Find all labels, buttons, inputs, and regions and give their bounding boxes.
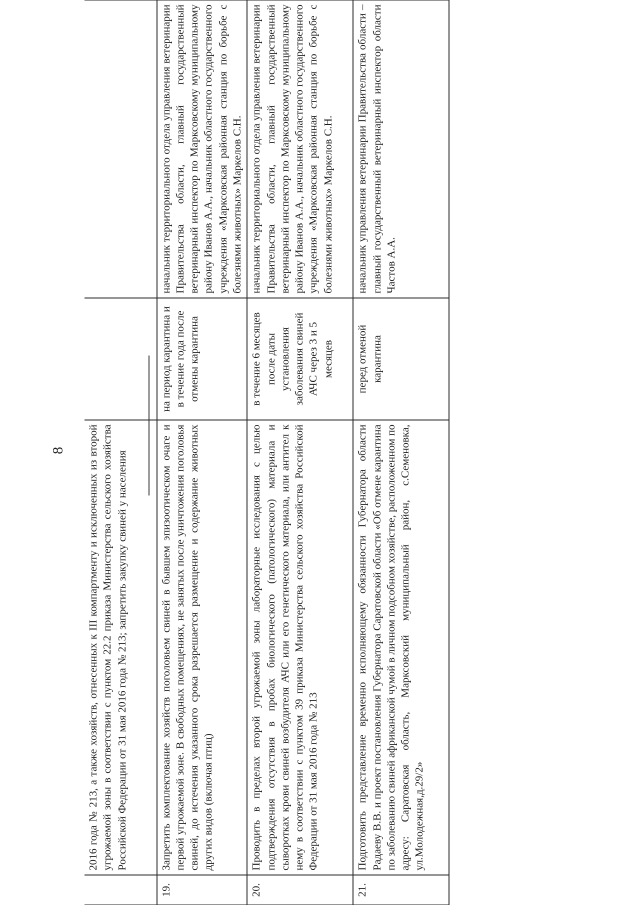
responsible-cell: начальник территориального отдела управления ветеринарии Правительства области, главный государственный ветеринарный инспектор по Марксовскому муниципальному району Иванов А.А., начальник областного государственного учреждения «Марксовская районная станция по борьбе с болезнями животных» Маркелов С.Н. [156,0,247,298]
measures-table [84,0,449,905]
row-number-cell [84,875,156,905]
action-cell: 2016 года № 213, а также хозяйств, отнесенных к III компартменту и исключенных из второй угрожаемой зоны в соответствии с пунктом 22.2 приказа Министерства сельского хозяйства Российской Федерации от 31 мая 2016 года № 213; запретить закупку свиней у населения [84,420,156,875]
page-number: 8 [50,446,66,454]
responsible-cell: начальник управления ветеринарии Правительства области – главный государственный ветеринарный инспектор области Частов А.А. [353,0,449,298]
table-row [247,0,353,905]
action-cell: Подготовить представление временно исполняющему обязанности Губернатора области Радаеву В.В. и проект постановления Губернатора Саратовской области «Об отмене карантина по заболеванию свиней африканской чумой в личном подсобном хозяйстве, расположенном по адресу: Саратовская область, Марксовский муниципальный район, с.Семеновка, ул.Молодежная,д.29/2» [353,420,449,875]
responsible-cell: начальник территориального отдела управления ветеринарии Правительства области, главный государственный ветеринарный инспектор по Марксовскому муниципальному району Иванов А.А., начальник областного государственного учреждения «Марксовская районная станция по борьбе с болезнями животных» Маркелов С.Н. [247,0,353,298]
row-number-cell: 19. [156,875,247,905]
responsible-cell [84,0,156,298]
term-cell [84,298,156,420]
table-row [84,0,156,905]
table-row [353,0,449,905]
action-cell: Проводить в пределах второй угрожаемой зоны лабораторные исследования с целью подтверждения отсутствия в пробах биологического (патологического) материала и сыворотках крови свиней возбудителя АЧС или его генетического материала, или антител к нему в соответствии с пунктом 39 приказа Министерства сельского хозяйства Российской Федерации от 31 мая 2016 года № 213 [247,420,353,875]
row-number-cell: 21. [353,875,449,905]
term-cell: на период карантина и в течение года после отмены карантина [156,298,247,420]
term-cell: перед отменой карантина [353,298,449,420]
action-cell: Запретить комплектование хозяйств поголовьем свиней в бывшем эпизоотическом очаге и первой угрожаемой зоне. В свободных помещениях, не занятых после уничтожения поголовья свиней, до истечения указанного срока разрешается размещение и содержание животных других видов (включая птиц) [156,420,247,875]
row-number-cell: 20. [247,875,353,905]
term-cell: в течение 6 месяцев после даты установления заболевания свиней АЧС через 3 и 5 месяцев [247,298,353,420]
table-row [156,0,247,905]
